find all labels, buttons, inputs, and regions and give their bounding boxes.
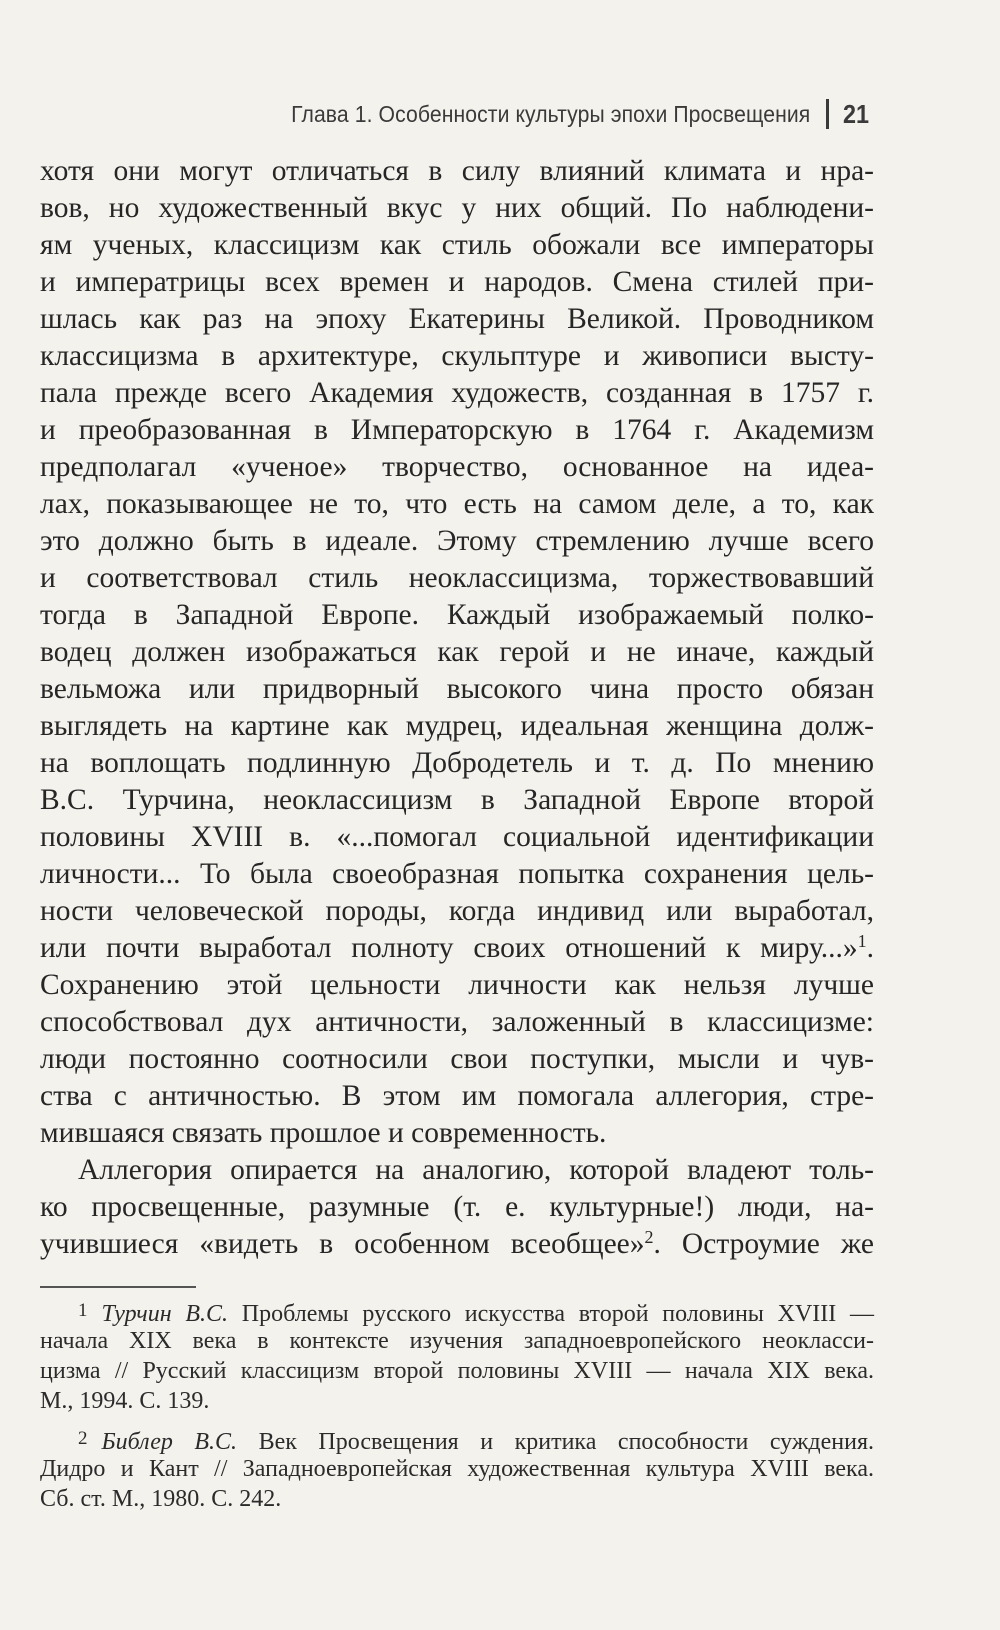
- footnote-ref-2[interactable]: 2: [644, 1227, 654, 1247]
- footnote-text: Век Просвещения и критика способности суждения.: [258, 1429, 875, 1455]
- text-line: и соответствовал стиль неоклассицизма, торжествовавший: [40, 562, 874, 594]
- text-line: Аллегория опирается на аналогию, которой владеют толь-: [78, 1154, 874, 1186]
- text-line: водец должен изображаться как герой и не иначе, каждый: [40, 636, 874, 668]
- footnote-author: Библер В.С.: [101, 1429, 238, 1455]
- text-line: ства с античностью. В этом им помогала аллегория, стре-: [40, 1080, 874, 1112]
- text-line: вов, но художественный вкус у них общий. По наблюдени-: [40, 192, 874, 224]
- text-line: это должно быть в идеале. Этому стремлению лучше всего: [40, 525, 874, 557]
- footnote-line: М., 1994. С. 139.: [40, 1388, 210, 1414]
- text-line: ям ученых, классицизм как стиль обожали все императоры: [40, 229, 874, 261]
- text-line-with-footnote-ref: [40, 1226, 874, 1263]
- text-line: мившаяся связать прошлое и современность.: [40, 1117, 607, 1149]
- running-title: Глава 1. Особенности культуры эпохи Просвещения: [290, 100, 811, 127]
- text-fragment: учившиеся «видеть в особенном всеобщее»: [40, 1228, 645, 1260]
- text-line: ности человеческой породы, когда индивид или выработал,: [40, 895, 874, 927]
- running-header: [246, 94, 872, 134]
- footnote-divider: [40, 1286, 196, 1288]
- text-line: и императрицы всех времен и народов. Смена стилей при-: [40, 266, 874, 298]
- footnotes: [40, 1296, 874, 1514]
- text-line: и преобразованная в Императорскую в 1764 г. Академизм: [40, 414, 874, 446]
- text-line: пала прежде всего Академия художеств, созданная в 1757 г.: [40, 377, 874, 409]
- text-line: тогда в Западной Европе. Каждый изображаемый полко-: [40, 599, 874, 631]
- text-line: на воплощать подлинную Добродетель и т. д. По мнению: [40, 747, 874, 779]
- footnote-number: 1: [78, 1300, 88, 1321]
- footnote-line: цизма // Русский классицизм второй половины XVIII — начала XIX века.: [40, 1358, 874, 1384]
- footnote-line: Сб. ст. М., 1980. С. 242.: [40, 1486, 282, 1512]
- text-fragment: или почти выработал полноту своих отношений к миру...»: [40, 932, 858, 964]
- page-number: 21: [843, 98, 870, 129]
- footnote-line: Дидро и Кант // Западноевропейская художественная культура XVIII века.: [40, 1456, 874, 1482]
- header-separator: [826, 99, 829, 129]
- footnote-gap: [40, 1416, 874, 1424]
- text-line: шлась как раз на эпоху Екатерины Великой. Проводником: [40, 303, 874, 335]
- text-line: Сохранению этой цельности личности как нельзя лучше: [40, 969, 874, 1001]
- footnote-ref-1[interactable]: 1: [857, 931, 867, 951]
- text-line: ко просвещенные, разумные (т. е. культурные!) люди, на-: [40, 1191, 874, 1223]
- footnote-1-first-line: [40, 1296, 874, 1326]
- text-line: предполагал «ученое» творчество, основанное на идеа-: [40, 451, 874, 483]
- text-line: способствовал дух античности, заложенный в классицизме:: [40, 1006, 874, 1038]
- footnote-2-first-line: [40, 1424, 874, 1454]
- footnote-author: Турчин В.С.: [101, 1301, 229, 1327]
- text-line: личности... То была своеобразная попытка сохранения цель-: [40, 858, 874, 890]
- footnote-text: Проблемы русского искусства второй половины XVIII —: [241, 1301, 874, 1327]
- text-fragment: . Остроумие же: [653, 1228, 875, 1260]
- text-line: люди постоянно соотносили свои поступки, мысли и чув-: [40, 1043, 874, 1075]
- text-line: классицизма в архитектуре, скульптуре и живописи высту-: [40, 340, 874, 372]
- text-line: вельможа или придворный высокого чина просто обязан: [40, 673, 874, 705]
- text-line: выглядеть на картине как мудрец, идеальная женщина долж-: [40, 710, 874, 742]
- text-line: половины XVIII в. «...помогал социальной идентификации: [40, 821, 874, 853]
- text-line: хотя они могут отличаться в силу влияний климата и нра-: [40, 155, 874, 187]
- text-line-with-footnote-ref: или почти выработал полноту своих отношений к миру...»$^1$.: [40, 931, 874, 964]
- main-text: [40, 153, 874, 1263]
- text-line: В.С. Турчина, неоклассицизм в Западной Европе второй: [40, 784, 874, 816]
- footnote-line: начала XIX века в контексте изучения западноевропейского неокласси-: [40, 1328, 874, 1354]
- text-line: лах, показывающее не то, что есть на самом деле, а то, как: [40, 488, 874, 520]
- footnote-number: 2: [78, 1428, 88, 1449]
